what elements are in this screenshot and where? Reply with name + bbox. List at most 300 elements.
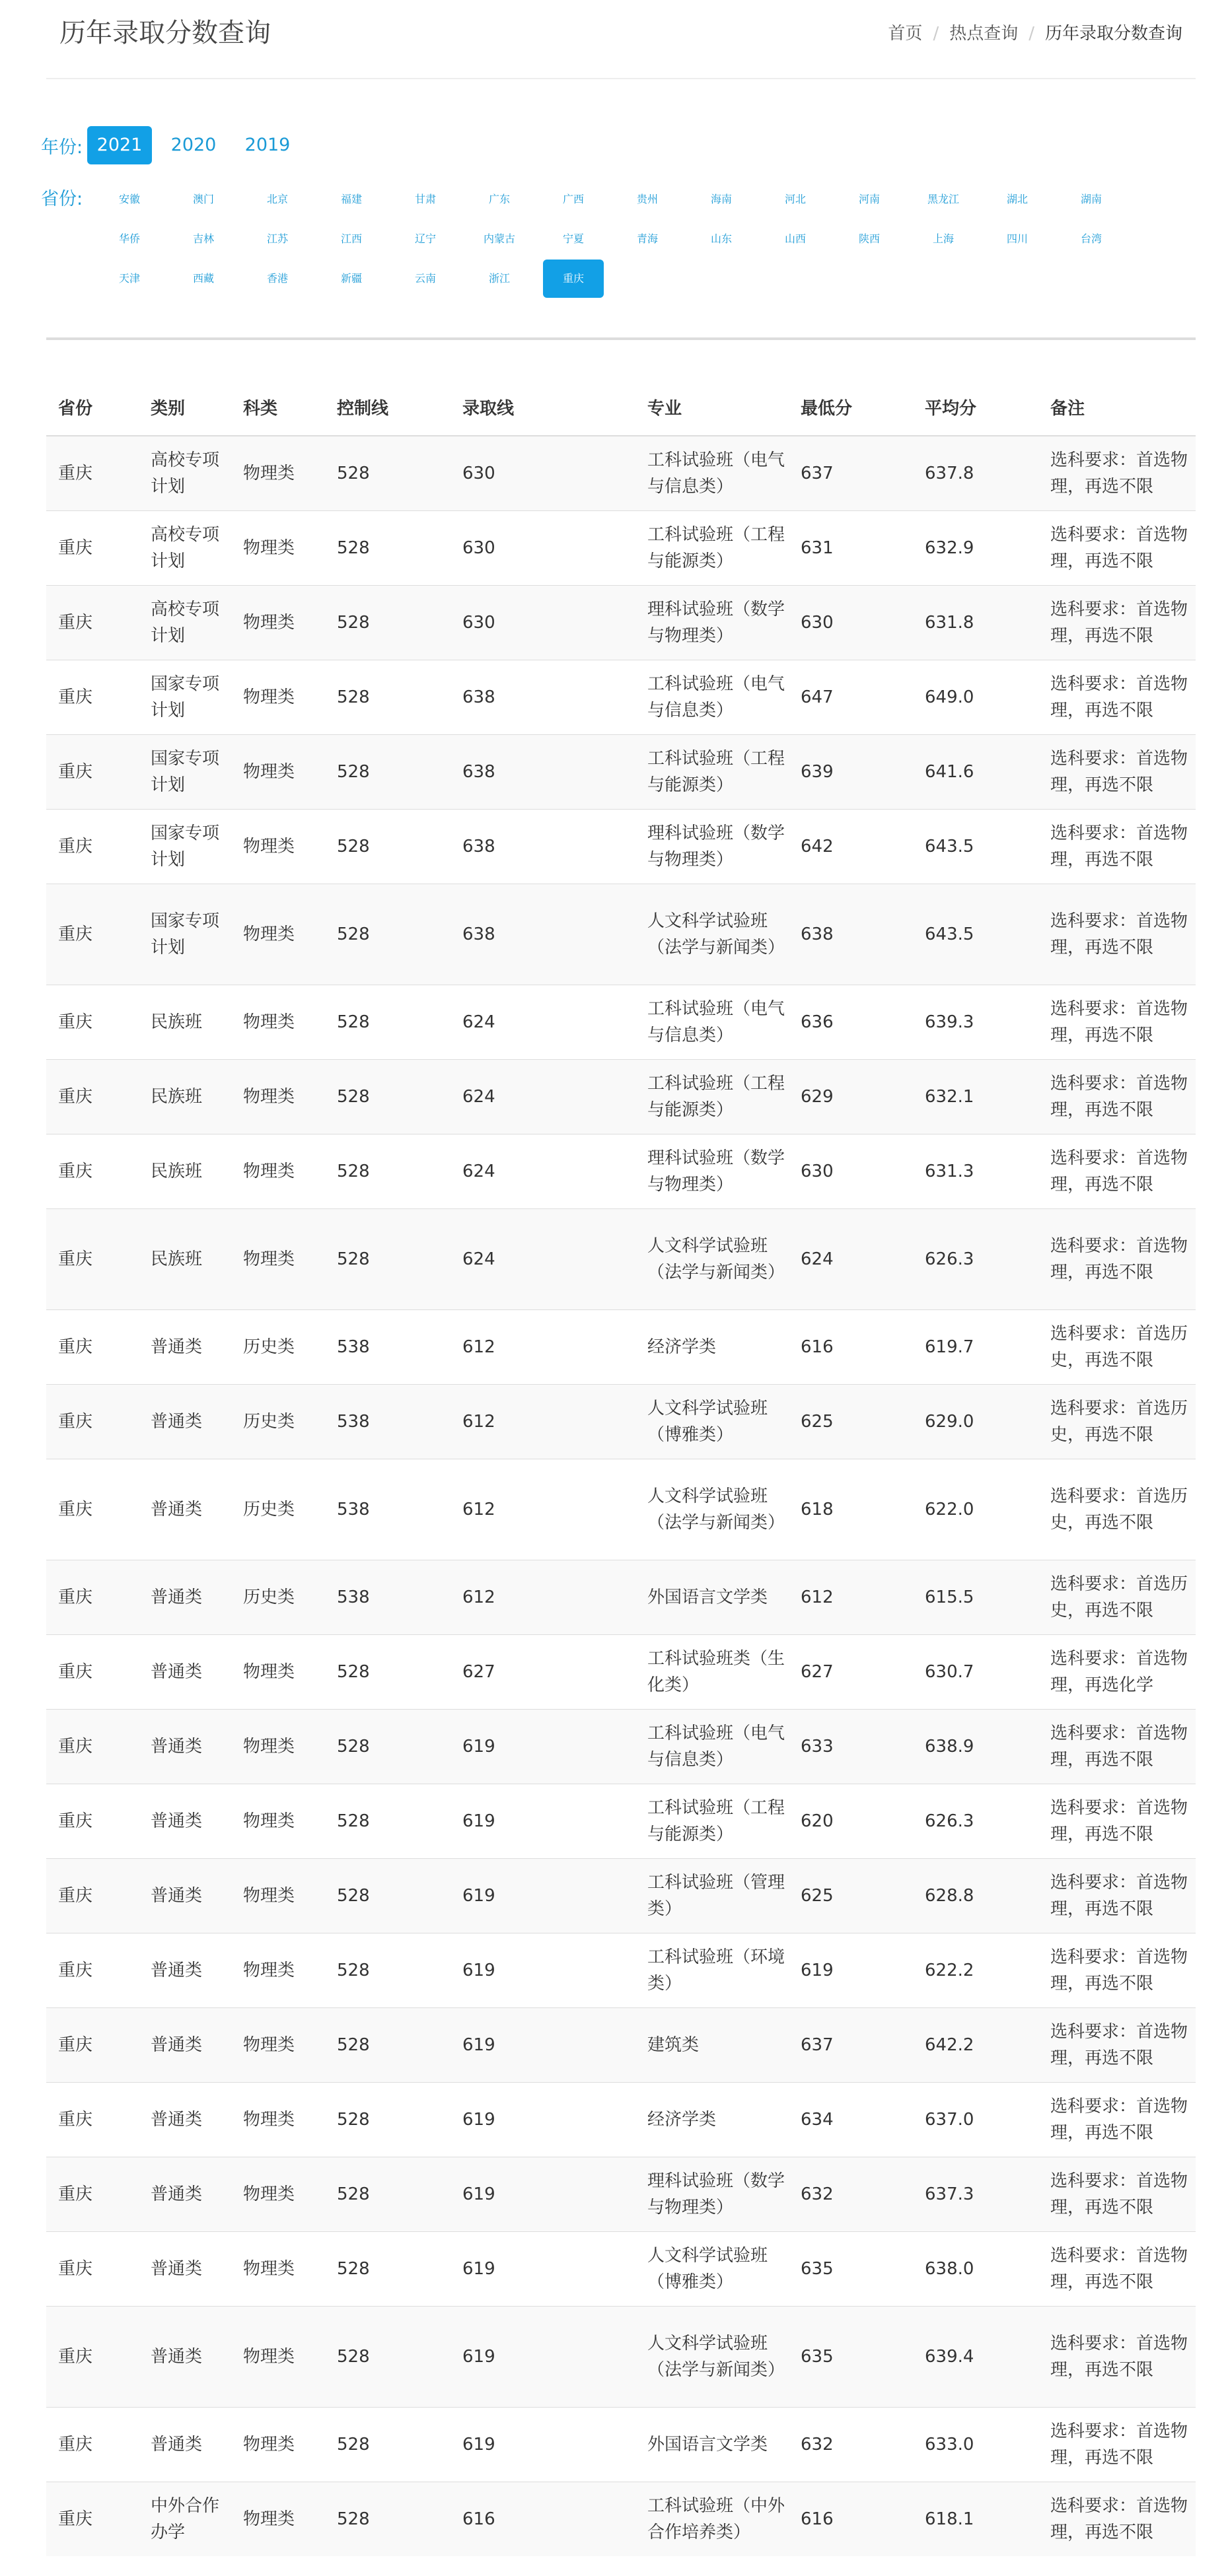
- cell-admission-line: 612: [451, 1310, 635, 1385]
- breadcrumb: [888, 22, 1182, 45]
- cell-avg-score: 637.0: [913, 2083, 1038, 2157]
- cell-avg-score: 622.0: [913, 1459, 1038, 1560]
- cell-subject-type: 历史类: [231, 1459, 325, 1560]
- cell-min-score: 639: [789, 735, 913, 810]
- cell-control-line: 528: [325, 1710, 451, 1784]
- cell-note: 选科要求：首选物理，再选不限: [1038, 2083, 1196, 2157]
- cell-min-score: 612: [789, 1560, 913, 1635]
- province-option[interactable]: 北京: [266, 193, 288, 205]
- cell-note: 选科要求：首选物理，再选不限: [1038, 810, 1196, 884]
- cell-note: 选科要求：首选物理，再选不限: [1038, 1933, 1196, 2008]
- table-row: [46, 1784, 1196, 1859]
- table-row: [46, 1560, 1196, 1635]
- column-header-major: 专业: [635, 378, 789, 436]
- year-filter: [41, 126, 309, 164]
- cell-min-score: 637: [789, 436, 913, 511]
- cell-subject-type: 物理类: [231, 2157, 325, 2232]
- cell-category: 民族班: [139, 1134, 231, 1209]
- cell-admission-line: 619: [451, 1710, 635, 1784]
- cell-subject-type: 物理类: [231, 1635, 325, 1710]
- cell-control-line: 528: [325, 1933, 451, 2008]
- column-header-control-line: 控制线: [325, 378, 451, 436]
- province-option[interactable]: 甘肃: [414, 193, 436, 205]
- breadcrumb-separator: /: [933, 24, 939, 44]
- table-row: [46, 2157, 1196, 2232]
- cell-subject-type: 历史类: [231, 1560, 325, 1635]
- province-option[interactable]: 海南: [710, 193, 732, 205]
- cell-avg-score: 629.0: [913, 1385, 1038, 1459]
- breadcrumb-current: 历年录取分数查询: [1044, 24, 1182, 44]
- column-header-subject-type: 科类: [231, 378, 325, 436]
- cell-category: 民族班: [139, 985, 231, 1060]
- cell-admission-line: 638: [451, 884, 635, 985]
- cell-major: 工科试验班（工程与能源类）: [635, 1784, 789, 1859]
- cell-province: 重庆: [46, 985, 139, 1060]
- cell-avg-score: 649.0: [913, 660, 1038, 735]
- cell-category: 普通类: [139, 2307, 231, 2408]
- cell-min-score: 635: [789, 2307, 913, 2408]
- cell-subject-type: 历史类: [231, 1385, 325, 1459]
- cell-control-line: 528: [325, 2157, 451, 2232]
- cell-avg-score: 632.1: [913, 1060, 1038, 1134]
- cell-province: 重庆: [46, 1310, 139, 1385]
- province-option[interactable]: 山西: [784, 232, 806, 245]
- cell-province: 重庆: [46, 1385, 139, 1459]
- cell-province: 重庆: [46, 2157, 139, 2232]
- cell-control-line: 528: [325, 2408, 451, 2482]
- cell-major: 外国语言文学类: [635, 1560, 789, 1635]
- cell-note: 选科要求：首选物理，再选不限: [1038, 2232, 1196, 2307]
- cell-province: 重庆: [46, 1784, 139, 1859]
- cell-admission-line: 619: [451, 1933, 635, 2008]
- cell-min-score: 629: [789, 1060, 913, 1134]
- cell-major: 经济学类: [635, 1310, 789, 1385]
- cell-category: 中外合作办学: [139, 2482, 231, 2557]
- cell-admission-line: 624: [451, 1209, 635, 1310]
- province-row: [99, 180, 1182, 219]
- province-option[interactable]: 江苏: [266, 232, 288, 245]
- cell-control-line: 528: [325, 436, 451, 511]
- cell-admission-line: 619: [451, 2157, 635, 2232]
- cell-control-line: 528: [325, 2482, 451, 2557]
- province-option[interactable]: 宁夏: [562, 232, 584, 245]
- cell-category: 普通类: [139, 1310, 231, 1385]
- table-row: [46, 1635, 1196, 1710]
- province-option[interactable]: 重庆: [543, 260, 604, 298]
- cell-note: 选科要求：首选物理，再选不限: [1038, 884, 1196, 985]
- table-row: [46, 2307, 1196, 2408]
- cell-major: 工科试验班（电气与信息类）: [635, 985, 789, 1060]
- cell-avg-score: 622.2: [913, 1933, 1038, 2008]
- cell-admission-line: 638: [451, 735, 635, 810]
- cell-admission-line: 619: [451, 2232, 635, 2307]
- breadcrumb-separator: /: [1029, 24, 1034, 44]
- cell-category: 普通类: [139, 2408, 231, 2482]
- cell-subject-type: 物理类: [231, 511, 325, 586]
- cell-province: 重庆: [46, 511, 139, 586]
- cell-admission-line: 638: [451, 660, 635, 735]
- cell-control-line: 528: [325, 2232, 451, 2307]
- province-option[interactable]: 河北: [784, 193, 806, 205]
- cell-min-score: 636: [789, 985, 913, 1060]
- cell-admission-line: 619: [451, 2083, 635, 2157]
- cell-major: 人文科学试验班（博雅类）: [635, 1385, 789, 1459]
- cell-category: 普通类: [139, 1784, 231, 1859]
- cell-subject-type: 物理类: [231, 2482, 325, 2557]
- cell-admission-line: 612: [451, 1459, 635, 1560]
- cell-major: 工科试验班（电气与信息类）: [635, 1710, 789, 1784]
- cell-category: 普通类: [139, 2008, 231, 2083]
- cell-category: 普通类: [139, 1933, 231, 2008]
- cell-subject-type: 物理类: [231, 1209, 325, 1310]
- table-row: [46, 1060, 1196, 1134]
- cell-subject-type: 物理类: [231, 1060, 325, 1134]
- cell-min-score: 647: [789, 660, 913, 735]
- cell-note: 选科要求：首选物理，再选不限: [1038, 1859, 1196, 1933]
- cell-province: 重庆: [46, 660, 139, 735]
- cell-note: 选科要求：首选物理，再选不限: [1038, 1060, 1196, 1134]
- cell-note: 选科要求：首选物理，再选不限: [1038, 2408, 1196, 2482]
- province-option[interactable]: 青海: [636, 232, 658, 245]
- cell-note: 选科要求：首选物理，再选不限: [1038, 2008, 1196, 2083]
- province-option[interactable]: 山东: [710, 232, 732, 245]
- cell-province: 重庆: [46, 2232, 139, 2307]
- cell-min-score: 635: [789, 2232, 913, 2307]
- province-option[interactable]: 黑龙江: [927, 193, 959, 205]
- table-row: [46, 586, 1196, 660]
- cell-note: 选科要求：首选历史，再选不限: [1038, 1459, 1196, 1560]
- column-header-note: 备注: [1038, 378, 1196, 436]
- cell-note: 选科要求：首选物理，再选不限: [1038, 1134, 1196, 1209]
- table-row: [46, 660, 1196, 735]
- cell-major: 理科试验班（数学与物理类）: [635, 586, 789, 660]
- cell-category: 民族班: [139, 1060, 231, 1134]
- table-row: [46, 2408, 1196, 2482]
- cell-control-line: 528: [325, 660, 451, 735]
- cell-control-line: 528: [325, 735, 451, 810]
- cell-min-score: 631: [789, 511, 913, 586]
- table-row: [46, 1859, 1196, 1933]
- cell-major: 工科试验班类（生化类）: [635, 1635, 789, 1710]
- cell-control-line: 528: [325, 586, 451, 660]
- cell-category: 普通类: [139, 2083, 231, 2157]
- cell-subject-type: 物理类: [231, 2083, 325, 2157]
- cell-province: 重庆: [46, 2408, 139, 2482]
- cell-major: 人文科学试验班（法学与新闻类）: [635, 884, 789, 985]
- column-header-avg-score: 平均分: [913, 378, 1038, 436]
- cell-min-score: 630: [789, 1134, 913, 1209]
- cell-subject-type: 物理类: [231, 985, 325, 1060]
- cell-admission-line: 624: [451, 1134, 635, 1209]
- cell-min-score: 619: [789, 1933, 913, 2008]
- cell-admission-line: 612: [451, 1385, 635, 1459]
- province-option[interactable]: 香港: [266, 272, 288, 285]
- cell-category: 国家专项计划: [139, 735, 231, 810]
- cell-note: 选科要求：首选物理，再选不限: [1038, 1784, 1196, 1859]
- divider: [46, 337, 1196, 340]
- cell-category: 国家专项计划: [139, 810, 231, 884]
- cell-avg-score: 631.8: [913, 586, 1038, 660]
- cell-subject-type: 物理类: [231, 1710, 325, 1784]
- cell-province: 重庆: [46, 1560, 139, 1635]
- cell-min-score: 642: [789, 810, 913, 884]
- province-option[interactable]: 四川: [1006, 232, 1028, 245]
- cell-province: 重庆: [46, 2482, 139, 2557]
- cell-control-line: 528: [325, 1209, 451, 1310]
- table-row: [46, 511, 1196, 586]
- cell-control-line: 528: [325, 511, 451, 586]
- cell-note: 选科要求：首选历史，再选不限: [1038, 1560, 1196, 1635]
- cell-control-line: 528: [325, 2008, 451, 2083]
- cell-major: 工科试验班（电气与信息类）: [635, 436, 789, 511]
- table-row: [46, 2482, 1196, 2557]
- cell-subject-type: 物理类: [231, 2307, 325, 2408]
- province-option[interactable]: 湖南: [1080, 193, 1102, 205]
- cell-province: 重庆: [46, 884, 139, 985]
- column-header-min-score: 最低分: [789, 378, 913, 436]
- province-option[interactable]: 广西: [562, 193, 584, 205]
- cell-avg-score: 619.7: [913, 1310, 1038, 1385]
- cell-avg-score: 642.2: [913, 2008, 1038, 2083]
- cell-admission-line: 619: [451, 2307, 635, 2408]
- cell-min-score: 632: [789, 2157, 913, 2232]
- cell-subject-type: 物理类: [231, 436, 325, 511]
- province-row: [99, 259, 1182, 298]
- cell-note: 选科要求：首选物理，再选不限: [1038, 511, 1196, 586]
- cell-avg-score: 628.8: [913, 1859, 1038, 1933]
- table-row: [46, 1209, 1196, 1310]
- cell-avg-score: 637.3: [913, 2157, 1038, 2232]
- cell-subject-type: 历史类: [231, 1310, 325, 1385]
- cell-avg-score: 638.9: [913, 1710, 1038, 1784]
- cell-avg-score: 643.5: [913, 884, 1038, 985]
- cell-control-line: 538: [325, 1385, 451, 1459]
- cell-admission-line: 627: [451, 1635, 635, 1710]
- cell-subject-type: 物理类: [231, 810, 325, 884]
- table-row: [46, 2232, 1196, 2307]
- cell-major: 人文科学试验班（博雅类）: [635, 2232, 789, 2307]
- cell-admission-line: 630: [451, 436, 635, 511]
- table-header-row: [46, 378, 1196, 436]
- cell-admission-line: 619: [451, 1784, 635, 1859]
- cell-category: 民族班: [139, 1209, 231, 1310]
- cell-province: 重庆: [46, 1710, 139, 1784]
- cell-admission-line: 612: [451, 1560, 635, 1635]
- cell-category: 高校专项计划: [139, 586, 231, 660]
- cell-major: 建筑类: [635, 2008, 789, 2083]
- cell-admission-line: 630: [451, 586, 635, 660]
- province-option[interactable]: 澳门: [192, 193, 214, 205]
- score-table: [46, 378, 1196, 2556]
- table-row: [46, 1710, 1196, 1784]
- cell-note: 选科要求：首选物理，再选不限: [1038, 2307, 1196, 2408]
- table-row: [46, 1310, 1196, 1385]
- cell-province: 重庆: [46, 735, 139, 810]
- cell-avg-score: 643.5: [913, 810, 1038, 884]
- cell-note: 选科要求：首选物理，再选不限: [1038, 660, 1196, 735]
- cell-admission-line: 638: [451, 810, 635, 884]
- cell-major: 理科试验班（数学与物理类）: [635, 1134, 789, 1209]
- column-header-category: 类别: [139, 378, 231, 436]
- cell-min-score: 620: [789, 1784, 913, 1859]
- cell-admission-line: 619: [451, 2408, 635, 2482]
- table-row: [46, 985, 1196, 1060]
- cell-control-line: 528: [325, 810, 451, 884]
- cell-min-score: 618: [789, 1459, 913, 1560]
- cell-subject-type: 物理类: [231, 1134, 325, 1209]
- province-option[interactable]: 云南: [414, 272, 436, 285]
- cell-major: 理科试验班（数学与物理类）: [635, 2157, 789, 2232]
- cell-subject-type: 物理类: [231, 2008, 325, 2083]
- cell-control-line: 538: [325, 1560, 451, 1635]
- province-option[interactable]: 河南: [858, 193, 880, 205]
- cell-control-line: 528: [325, 1635, 451, 1710]
- cell-province: 重庆: [46, 1134, 139, 1209]
- cell-category: 普通类: [139, 2157, 231, 2232]
- table-row: [46, 2083, 1196, 2157]
- cell-control-line: 528: [325, 1859, 451, 1933]
- year-option-2020[interactable]: 2020: [170, 135, 217, 155]
- cell-min-score: 632: [789, 2408, 913, 2482]
- cell-note: 选科要求：首选物理，再选不限: [1038, 985, 1196, 1060]
- province-row: [99, 219, 1182, 259]
- province-option[interactable]: 西藏: [192, 272, 214, 285]
- cell-min-score: 624: [789, 1209, 913, 1310]
- cell-avg-score: 615.5: [913, 1560, 1038, 1635]
- cell-admission-line: 619: [451, 1859, 635, 1933]
- cell-control-line: 528: [325, 2307, 451, 2408]
- province-option[interactable]: 华侨: [118, 232, 140, 245]
- cell-province: 重庆: [46, 1209, 139, 1310]
- cell-admission-line: 616: [451, 2482, 635, 2557]
- cell-min-score: 630: [789, 586, 913, 660]
- column-header-province: 省份: [46, 378, 139, 436]
- cell-min-score: 637: [789, 2008, 913, 2083]
- province-option[interactable]: 贵州: [636, 193, 658, 205]
- province-option[interactable]: 广东: [488, 193, 510, 205]
- province-option[interactable]: 福建: [340, 193, 362, 205]
- breadcrumb-home-link[interactable]: 首页: [888, 24, 923, 44]
- cell-note: 选科要求：首选历史，再选不限: [1038, 1385, 1196, 1459]
- cell-category: 国家专项计划: [139, 660, 231, 735]
- province-option[interactable]: 台湾: [1080, 232, 1102, 245]
- cell-province: 重庆: [46, 1459, 139, 1560]
- cell-major: 工科试验班（管理类）: [635, 1859, 789, 1933]
- cell-note: 选科要求：首选物理，再选不限: [1038, 1209, 1196, 1310]
- province-option[interactable]: 陕西: [858, 232, 880, 245]
- province-option[interactable]: 江西: [340, 232, 362, 245]
- province-filter-label: 省份:: [41, 189, 83, 209]
- cell-admission-line: 630: [451, 511, 635, 586]
- breadcrumb-hot-query-link[interactable]: 热点查询: [949, 24, 1019, 44]
- cell-major: 工科试验班（工程与能源类）: [635, 511, 789, 586]
- table-row: [46, 2008, 1196, 2083]
- cell-subject-type: 物理类: [231, 1933, 325, 2008]
- cell-subject-type: 物理类: [231, 660, 325, 735]
- cell-avg-score: 638.0: [913, 2232, 1038, 2307]
- cell-min-score: 638: [789, 884, 913, 985]
- province-option[interactable]: 辽宁: [414, 232, 436, 245]
- year-option-2021[interactable]: 2021: [87, 126, 152, 164]
- table-row: [46, 884, 1196, 985]
- cell-avg-score: 626.3: [913, 1784, 1038, 1859]
- cell-avg-score: 630.7: [913, 1635, 1038, 1710]
- province-option[interactable]: 吉林: [192, 232, 214, 245]
- cell-avg-score: 632.9: [913, 511, 1038, 586]
- cell-category: 普通类: [139, 1459, 231, 1560]
- cell-note: 选科要求：首选历史，再选不限: [1038, 1310, 1196, 1385]
- province-option[interactable]: 内蒙古: [483, 232, 515, 245]
- province-option[interactable]: 湖北: [1006, 193, 1028, 205]
- cell-note: 选科要求：首选物理，再选不限: [1038, 586, 1196, 660]
- cell-control-line: 538: [325, 1459, 451, 1560]
- cell-province: 重庆: [46, 810, 139, 884]
- province-option[interactable]: 上海: [932, 232, 954, 245]
- cell-control-line: 528: [325, 1784, 451, 1859]
- page-title: 历年录取分数查询: [59, 18, 271, 48]
- cell-note: 选科要求：首选物理，再选不限: [1038, 436, 1196, 511]
- cell-province: 重庆: [46, 436, 139, 511]
- cell-avg-score: 626.3: [913, 1209, 1038, 1310]
- cell-category: 普通类: [139, 1560, 231, 1635]
- cell-avg-score: 631.3: [913, 1134, 1038, 1209]
- cell-subject-type: 物理类: [231, 586, 325, 660]
- cell-category: 普通类: [139, 1710, 231, 1784]
- province-option[interactable]: 安徽: [118, 193, 140, 205]
- cell-avg-score: 637.8: [913, 436, 1038, 511]
- year-filter-label: 年份:: [41, 137, 83, 158]
- cell-min-score: 625: [789, 1859, 913, 1933]
- cell-admission-line: 624: [451, 1060, 635, 1134]
- cell-category: 高校专项计划: [139, 511, 231, 586]
- table-row: [46, 1134, 1196, 1209]
- cell-province: 重庆: [46, 1060, 139, 1134]
- cell-min-score: 625: [789, 1385, 913, 1459]
- cell-control-line: 528: [325, 1060, 451, 1134]
- table-row: [46, 1459, 1196, 1560]
- cell-category: 国家专项计划: [139, 884, 231, 985]
- cell-note: 选科要求：首选物理，再选不限: [1038, 1710, 1196, 1784]
- cell-category: 普通类: [139, 1859, 231, 1933]
- table-row: [46, 810, 1196, 884]
- cell-min-score: 634: [789, 2083, 913, 2157]
- cell-major: 经济学类: [635, 2083, 789, 2157]
- province-option[interactable]: 天津: [118, 272, 140, 285]
- cell-province: 重庆: [46, 2083, 139, 2157]
- cell-subject-type: 物理类: [231, 735, 325, 810]
- year-option-2019[interactable]: 2019: [244, 135, 291, 155]
- cell-min-score: 627: [789, 1635, 913, 1710]
- cell-category: 普通类: [139, 2232, 231, 2307]
- cell-admission-line: 624: [451, 985, 635, 1060]
- cell-province: 重庆: [46, 2008, 139, 2083]
- cell-major: 人文科学试验班（法学与新闻类）: [635, 1459, 789, 1560]
- province-option[interactable]: 新疆: [340, 272, 362, 285]
- cell-major: 外国语言文学类: [635, 2408, 789, 2482]
- cell-subject-type: 物理类: [231, 1859, 325, 1933]
- table-row: [46, 1933, 1196, 2008]
- cell-province: 重庆: [46, 1859, 139, 1933]
- cell-major: 工科试验班（工程与能源类）: [635, 1060, 789, 1134]
- cell-subject-type: 物理类: [231, 2408, 325, 2482]
- cell-avg-score: 641.6: [913, 735, 1038, 810]
- column-header-admission-line: 录取线: [451, 378, 635, 436]
- cell-category: 普通类: [139, 1385, 231, 1459]
- cell-major: 人文科学试验班（法学与新闻类）: [635, 1209, 789, 1310]
- province-option[interactable]: 浙江: [488, 272, 510, 285]
- cell-avg-score: 633.0: [913, 2408, 1038, 2482]
- cell-category: 普通类: [139, 1635, 231, 1710]
